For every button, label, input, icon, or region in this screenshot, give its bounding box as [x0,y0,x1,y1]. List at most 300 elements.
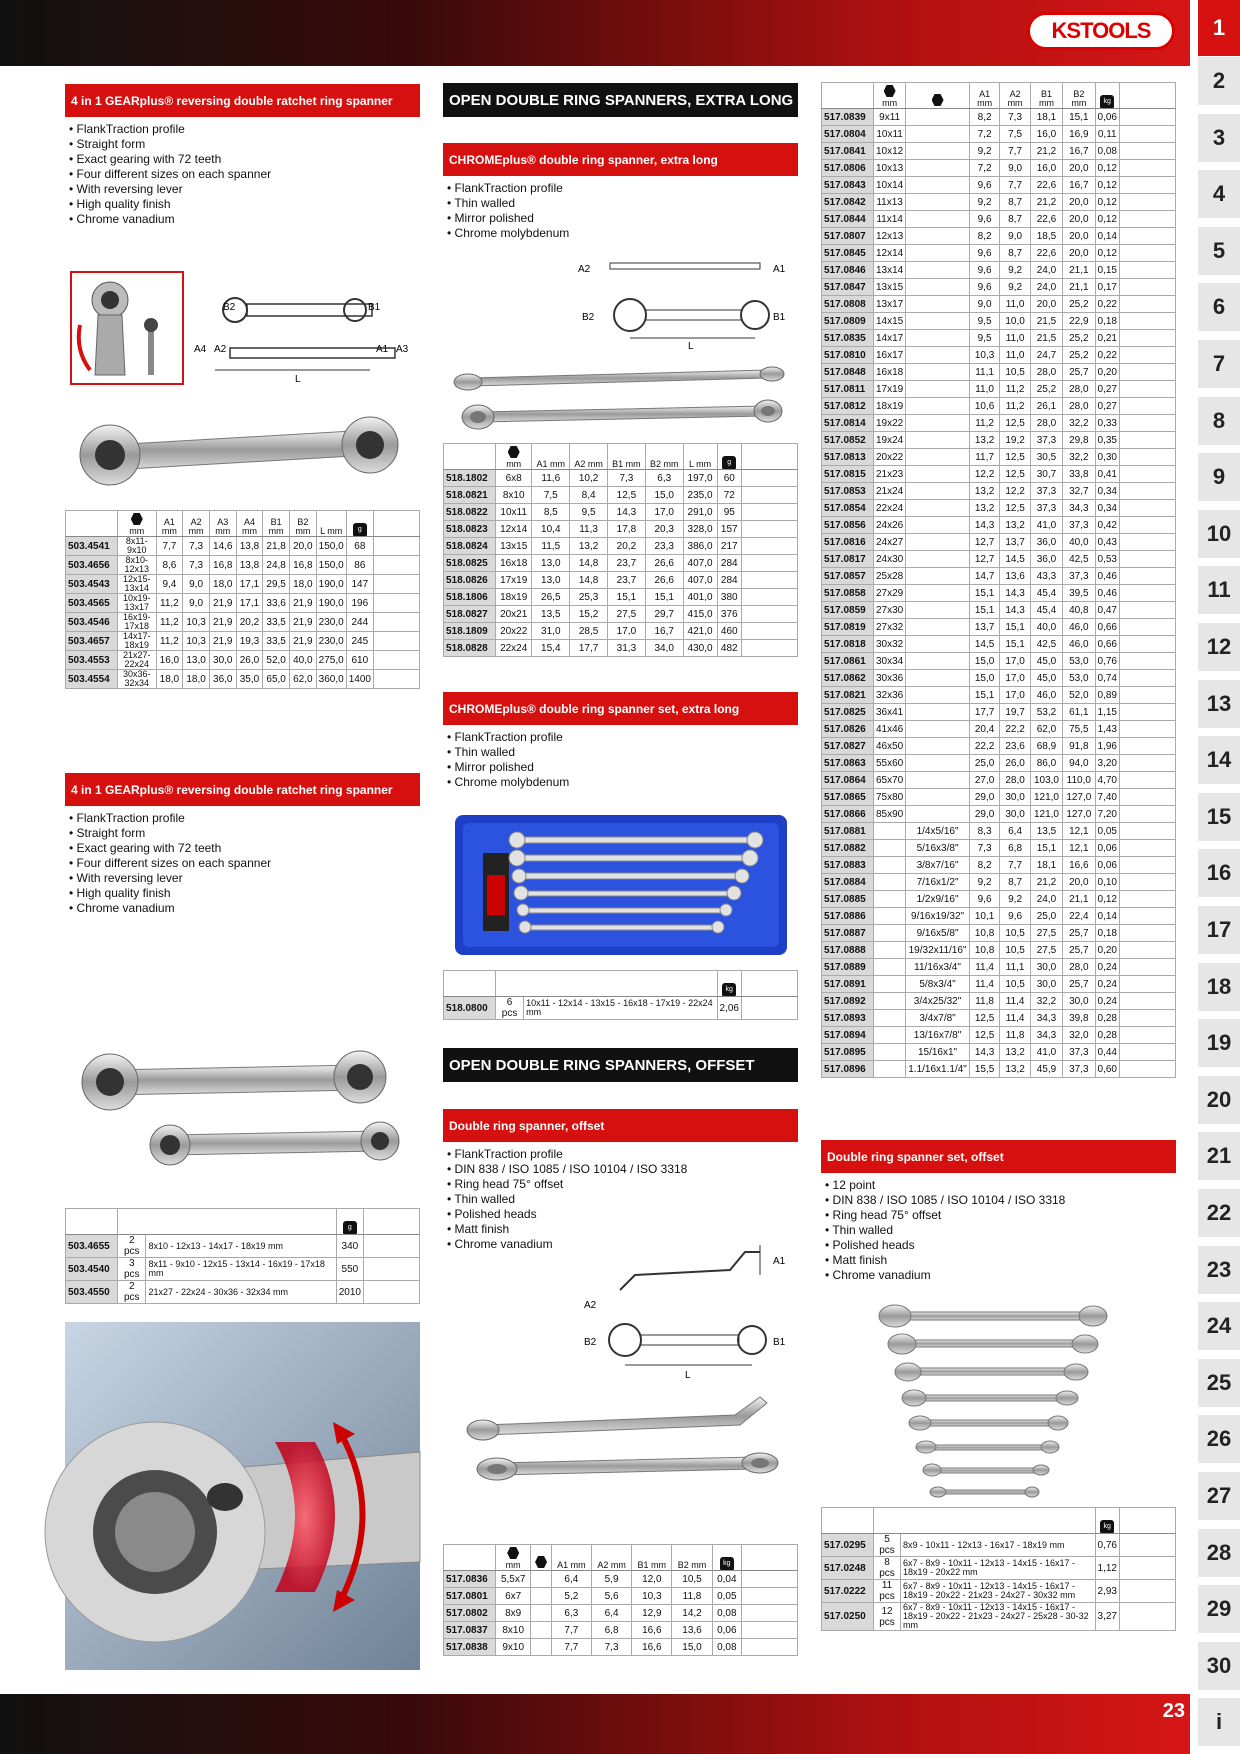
row-spacer [1120,415,1176,432]
table-cell: 12,2 [969,466,999,483]
side-tab-18[interactable]: 18 [1198,963,1240,1011]
table-cell: 23,7 [608,572,646,589]
table-row [822,653,1176,670]
table-cell: 19/32x11/16" [906,942,970,959]
feature-item: • Polished heads [825,1238,1165,1253]
table-row [822,908,1176,925]
table-cell: 17,0 [1000,670,1030,687]
table-cell: 27,5 [1030,942,1062,959]
table-cell: 196 [346,594,373,613]
side-tab-6[interactable]: 6 [1198,283,1240,331]
feature-item: • Exact gearing with 72 teeth [69,152,409,167]
row-spacer [742,555,798,572]
table-cell: 12,1 [1063,840,1095,857]
row-spacer [1120,789,1176,806]
table-row [822,500,1176,517]
article-number: 517.0892 [822,993,874,1010]
row-spacer [1120,908,1176,925]
table-cell: 0,46 [1095,585,1120,602]
table-cell: 37,3 [1030,500,1062,517]
table-row [822,1010,1176,1027]
side-tab-20[interactable]: 20 [1198,1076,1240,1124]
diagram-shaft [247,304,372,316]
table-cell: 52,0 [1063,687,1095,704]
ratchet-spanner-photo [70,410,410,490]
table-cell: 17,1 [236,594,263,613]
feature-list-offset [447,1147,787,1252]
table-cell: 10,3 [183,632,210,651]
table-cell [906,517,970,534]
table-cell: 28,0 [1063,959,1095,976]
table-cell: 11,1 [969,364,999,381]
table-cell: 16,0 [1030,126,1062,143]
table-cell: 27x32 [874,619,906,636]
size-icon [118,511,157,537]
table-cell: 9/16x19/32" [906,908,970,925]
table-cell [906,789,970,806]
table-cell [906,279,970,296]
row-spacer [1120,177,1176,194]
table-cell: 18x19 [874,398,906,415]
table-cell: 11,8 [1000,1027,1030,1044]
table-cell: 9,5 [570,504,608,521]
table-cell: 24,0 [1030,891,1062,908]
table-cell: 53,0 [1063,653,1095,670]
feature-item: • Thin walled [447,745,787,760]
table-cell: 22,6 [1030,177,1062,194]
article-number: 517.0866 [822,806,874,823]
table-cell: 6,4 [551,1571,591,1588]
side-tab-21[interactable]: 21 [1198,1132,1240,1180]
article-number: 517.0894 [822,1027,874,1044]
size-icon [496,444,532,470]
nut-icon [932,94,944,106]
table-cell: 25,0 [969,755,999,772]
table-cell: 9,2 [1000,891,1030,908]
table-cell: 0,74 [1095,670,1120,687]
article-number: 518.1802 [444,470,496,487]
table-cell: 32,2 [1063,415,1095,432]
table-cell [906,534,970,551]
table-cell: 27,5 [608,606,646,623]
table-cell: 244 [346,613,373,632]
table-cell [874,891,906,908]
table-cell [906,262,970,279]
table-cell: 12,2 [1000,483,1030,500]
table-cell: 68 [346,537,373,556]
row-spacer [742,623,798,640]
table-cell: 9,0 [1000,160,1030,177]
feature-item: • Mirror polished [447,211,787,226]
table-cell: 0,06 [1095,109,1120,126]
row-spacer [1120,279,1176,296]
label-a1: A1 [773,264,786,275]
row-spacer [1120,993,1176,1010]
table-cell: 21,1 [1063,891,1095,908]
table-cell: 72 [717,487,742,504]
side-tab-25[interactable]: 25 [1198,1359,1240,1407]
article-number: 518.0800 [444,997,496,1020]
side-tab-1[interactable]: 1 [1198,0,1240,56]
row-spacer [1120,1580,1176,1603]
table-cell: 15,1 [1030,840,1062,857]
feature-item: • FlankTraction profile [447,1147,787,1162]
side-tab-28[interactable]: 28 [1198,1529,1240,1577]
side-tab-5[interactable]: 5 [1198,227,1240,275]
header-label: A2 mm [574,459,603,469]
header-cell [1030,83,1062,109]
article-number: 517.0846 [822,262,874,279]
table-row [444,1605,798,1622]
label-a2: A2 [584,1300,597,1311]
table-cell: 1400 [346,670,373,689]
side-tab-13[interactable]: 13 [1198,680,1240,728]
side-tab-29[interactable]: 29 [1198,1585,1240,1633]
table-cell: 7,7 [1000,143,1030,160]
table-cell: 11,0 [1000,347,1030,364]
side-tab-9[interactable]: 9 [1198,453,1240,501]
article-number: 517.0891 [822,976,874,993]
table-cell: 407,0 [683,572,717,589]
table-row [822,755,1176,772]
table-cell: 8,7 [1000,245,1030,262]
table-cell: 8,7 [1000,874,1030,891]
table-cell: 6,4 [1000,823,1030,840]
footer-bar [0,1694,1190,1754]
table-cell: 21,5 [1030,330,1062,347]
table-cell: 20x21 [496,606,532,623]
table-cell: 14,8 [570,555,608,572]
article-number: 503.4543 [66,575,118,594]
header-cell [1063,83,1095,109]
side-tabs [1198,0,1240,1754]
table-cell: 8x11-9x10 [118,537,157,556]
brand-name: KSTOOLS [1051,18,1151,43]
nut-icon [507,1547,519,1559]
row-spacer [1120,619,1176,636]
table-cell: 21x27-22x24 [118,651,157,670]
article-number: 517.0814 [822,415,874,432]
label-b1: B1 [368,302,381,313]
side-tab-3[interactable]: 3 [1198,114,1240,162]
article-number: 503.4546 [66,613,118,632]
table-cell: 7,3 [1000,109,1030,126]
table-cell: 31,3 [608,640,646,657]
table-cell: 14,3 [1000,602,1030,619]
header-spacer [742,1545,798,1571]
table-cell: 9,2 [1000,262,1030,279]
header-label: mm [882,98,898,108]
table-cell: 1,43 [1095,721,1120,738]
label-b1: B1 [773,312,786,323]
article-number: 517.0856 [822,517,874,534]
table-row [822,891,1176,908]
table-cell: 0,12 [1095,194,1120,211]
table-cell: 21,9 [289,632,316,651]
article-number: 503.4657 [66,632,118,651]
extra-long-spanner-photo [450,360,790,435]
table-cell: 0,17 [1095,279,1120,296]
article-number: 517.0827 [822,738,874,755]
feature-item: • Mirror polished [447,760,787,775]
table-cell: 7,7 [551,1639,591,1656]
feature-item: • Chrome vanadium [825,1268,1165,1283]
table-row [822,568,1176,585]
table-cell: 0,34 [1095,500,1120,517]
table-cell: 11,3 [570,521,608,538]
article-number: 517.0802 [444,1605,496,1622]
row-spacer [1120,636,1176,653]
table-cell [906,704,970,721]
table-row [444,555,798,572]
side-tab-2[interactable]: 2 [1198,57,1240,105]
table-cell [906,143,970,160]
row-spacer [374,594,420,613]
header-cell [969,83,999,109]
table-cell [906,449,970,466]
header-code [66,511,118,537]
table-cell: 9x10 [496,1639,531,1656]
side-tab-23[interactable]: 23 [1198,1246,1240,1294]
table-cell: 16,9 [1063,126,1095,143]
table-cell: 17,0 [1000,653,1030,670]
table-cell [906,109,970,126]
table-cell: 0,12 [1095,211,1120,228]
table-cell: 61,1 [1063,704,1095,721]
table-cell: 40,0 [1063,534,1095,551]
table-cell: 7,5 [532,487,570,504]
table-cell [531,1605,551,1622]
row-spacer [1120,245,1176,262]
table-row [822,415,1176,432]
row-spacer [1120,976,1176,993]
weight-label: g [343,1221,357,1234]
table-cell: 1/4x5/16" [906,823,970,840]
table-row [444,623,798,640]
table-cell: 284 [717,572,742,589]
side-tab-i[interactable]: i [1198,1698,1240,1746]
header-cell [263,511,290,537]
table-cell: 14x17 [874,330,906,347]
side-tab-16[interactable]: 16 [1198,849,1240,897]
diagram-side-view [230,348,395,358]
article-number: 517.0858 [822,585,874,602]
table-row [822,279,1176,296]
table-row [66,594,420,613]
table-cell [874,857,906,874]
table-cell: 65,0 [263,670,290,689]
table-cell: 15,1 [645,589,683,606]
table-cell: 37,3 [1063,1061,1095,1078]
table-cell [906,160,970,177]
article-number: 517.0801 [444,1588,496,1605]
article-number: 517.0844 [822,211,874,228]
article-number: 517.0819 [822,619,874,636]
feature-item: • Chrome vanadium [447,1237,787,1252]
table-row [822,721,1176,738]
row-spacer [1120,1027,1176,1044]
table-cell: 11,8 [969,993,999,1010]
table-cell: 19,7 [1000,704,1030,721]
side-tab-30[interactable]: 30 [1198,1642,1240,1690]
table-row [822,143,1176,160]
table-cell: 18,5 [1030,228,1062,245]
table-cell: 16,6 [632,1622,672,1639]
table-cell: 15/16x1" [906,1044,970,1061]
table-row [66,1258,420,1281]
article-number: 503.4655 [66,1235,118,1258]
row-spacer [374,632,420,651]
side-tab-14[interactable]: 14 [1198,736,1240,784]
table-cell: 11,0 [969,381,999,398]
header-label: A2 mm [597,1560,626,1570]
table-cell: 421,0 [683,623,717,640]
side-tab-24[interactable]: 24 [1198,1302,1240,1350]
side-tab-7[interactable]: 7 [1198,340,1240,388]
header-cell [289,511,316,537]
feature-item: • With reversing lever [69,182,409,197]
side-tab-27[interactable]: 27 [1198,1472,1240,1520]
table-cell: 85x90 [874,806,906,823]
table-cell [906,364,970,381]
feature-item: • Chrome vanadium [69,212,409,227]
table-cell: 10,5 [1000,925,1030,942]
table-cell: 6,4 [591,1605,631,1622]
table-cell: 1,12 [1095,1557,1119,1580]
table-cell: 9x11 [874,109,906,126]
table-row [822,211,1176,228]
table-row [822,432,1176,449]
header-cell [683,444,717,470]
table-cell: 0,24 [1095,976,1120,993]
table-cell: 15,1 [1000,636,1030,653]
table-cell: 17,0 [608,623,646,640]
table-cell: 22x24 [874,500,906,517]
table-cell: 8x10 [496,1622,531,1639]
table-cell: 460 [717,623,742,640]
table-cell: 8x11 - 9x10 - 12x15 - 13x14 - 16x19 - 17x18 mm [146,1258,336,1281]
weight-icon [336,1209,363,1235]
table-cell: 30x36 [874,670,906,687]
table-cell: 13,2 [969,432,999,449]
table-cell: 7,2 [969,126,999,143]
table-cell: 55x60 [874,755,906,772]
row-spacer [742,1622,798,1639]
table-cell [906,687,970,704]
table-cell: 150,0 [316,537,346,556]
table-cell: 14,3 [1000,585,1030,602]
table-cell: 20,2 [608,538,646,555]
table-cell: 11,2 [1000,398,1030,415]
table-cell [906,483,970,500]
table-cell: 9,6 [1000,908,1030,925]
article-number: 517.0881 [822,823,874,840]
ratchet-spec-table [65,510,420,689]
table-cell: 42,5 [1030,636,1062,653]
article-number: 517.0864 [822,772,874,789]
table-cell: 7,3 [591,1639,631,1656]
side-tab-12[interactable]: 12 [1198,623,1240,671]
table-cell: 8x10 [496,487,532,504]
table-cell: 6 pcs [496,997,524,1020]
row-spacer [742,1605,798,1622]
table-cell: 7,40 [1095,789,1120,806]
table-cell: 42,5 [1063,551,1095,568]
table-cell: 13,2 [1000,517,1030,534]
side-tab-26[interactable]: 26 [1198,1415,1240,1463]
table-cell: 14x17-18x19 [118,632,157,651]
table-cell: 121,0 [1030,789,1062,806]
table-cell: 12x14 [496,521,532,538]
row-spacer [742,538,798,555]
table-cell: 24x27 [874,534,906,551]
side-tab-19[interactable]: 19 [1198,1019,1240,1067]
table-cell: 46,0 [1063,619,1095,636]
size-icon [874,83,906,109]
row-spacer [1120,296,1176,313]
table-cell: 26,1 [1030,398,1062,415]
table-cell [906,194,970,211]
table-cell [906,568,970,585]
table-row [822,1580,1176,1603]
header-spacer [1120,83,1176,109]
table-cell [531,1639,551,1656]
table-cell: 0,11 [1095,126,1120,143]
table-cell: 9/16x5/8" [906,925,970,942]
table-cell: 13,2 [570,538,608,555]
header-cell [645,444,683,470]
table-cell: 11,2 [156,632,183,651]
table-cell: 8,7 [1000,211,1030,228]
table-cell: 6x8 [496,470,532,487]
table-cell: 41x46 [874,721,906,738]
article-number: 518.0821 [444,487,496,504]
article-number: 517.0859 [822,602,874,619]
row-spacer [1120,738,1176,755]
header-label: mm [129,526,145,536]
table-cell: 60 [717,470,742,487]
side-tab-11[interactable]: 11 [1198,566,1240,614]
table-cell: 28,5 [570,623,608,640]
table-row [822,534,1176,551]
table-cell: 482 [717,640,742,657]
table-cell: 8,5 [532,504,570,521]
table-row [822,1557,1176,1580]
table-cell: 21x24 [874,483,906,500]
table-cell: 22,9 [1063,313,1095,330]
side-tab-8[interactable]: 8 [1198,397,1240,445]
side-tab-17[interactable]: 17 [1198,906,1240,954]
row-spacer [1120,313,1176,330]
article-number: 517.0810 [822,347,874,364]
side-tab-22[interactable]: 22 [1198,1189,1240,1237]
table-cell: 41,0 [1030,1044,1062,1061]
article-number: 517.0837 [444,1622,496,1639]
ring-right-icon [741,301,769,329]
table-cell: 275,0 [316,651,346,670]
side-tab-15[interactable]: 15 [1198,793,1240,841]
feature-list-ratchet-1 [69,122,409,227]
table-cell: 14,5 [1000,551,1030,568]
table-cell: 12,5 [1000,500,1030,517]
feature-item: • Thin walled [447,196,787,211]
side-tab-4[interactable]: 4 [1198,170,1240,218]
table-cell: 21,9 [209,613,236,632]
article-number: 517.0816 [822,534,874,551]
row-spacer [1120,721,1176,738]
table-cell: 13x14 [874,262,906,279]
side-tab-10[interactable]: 10 [1198,510,1240,558]
